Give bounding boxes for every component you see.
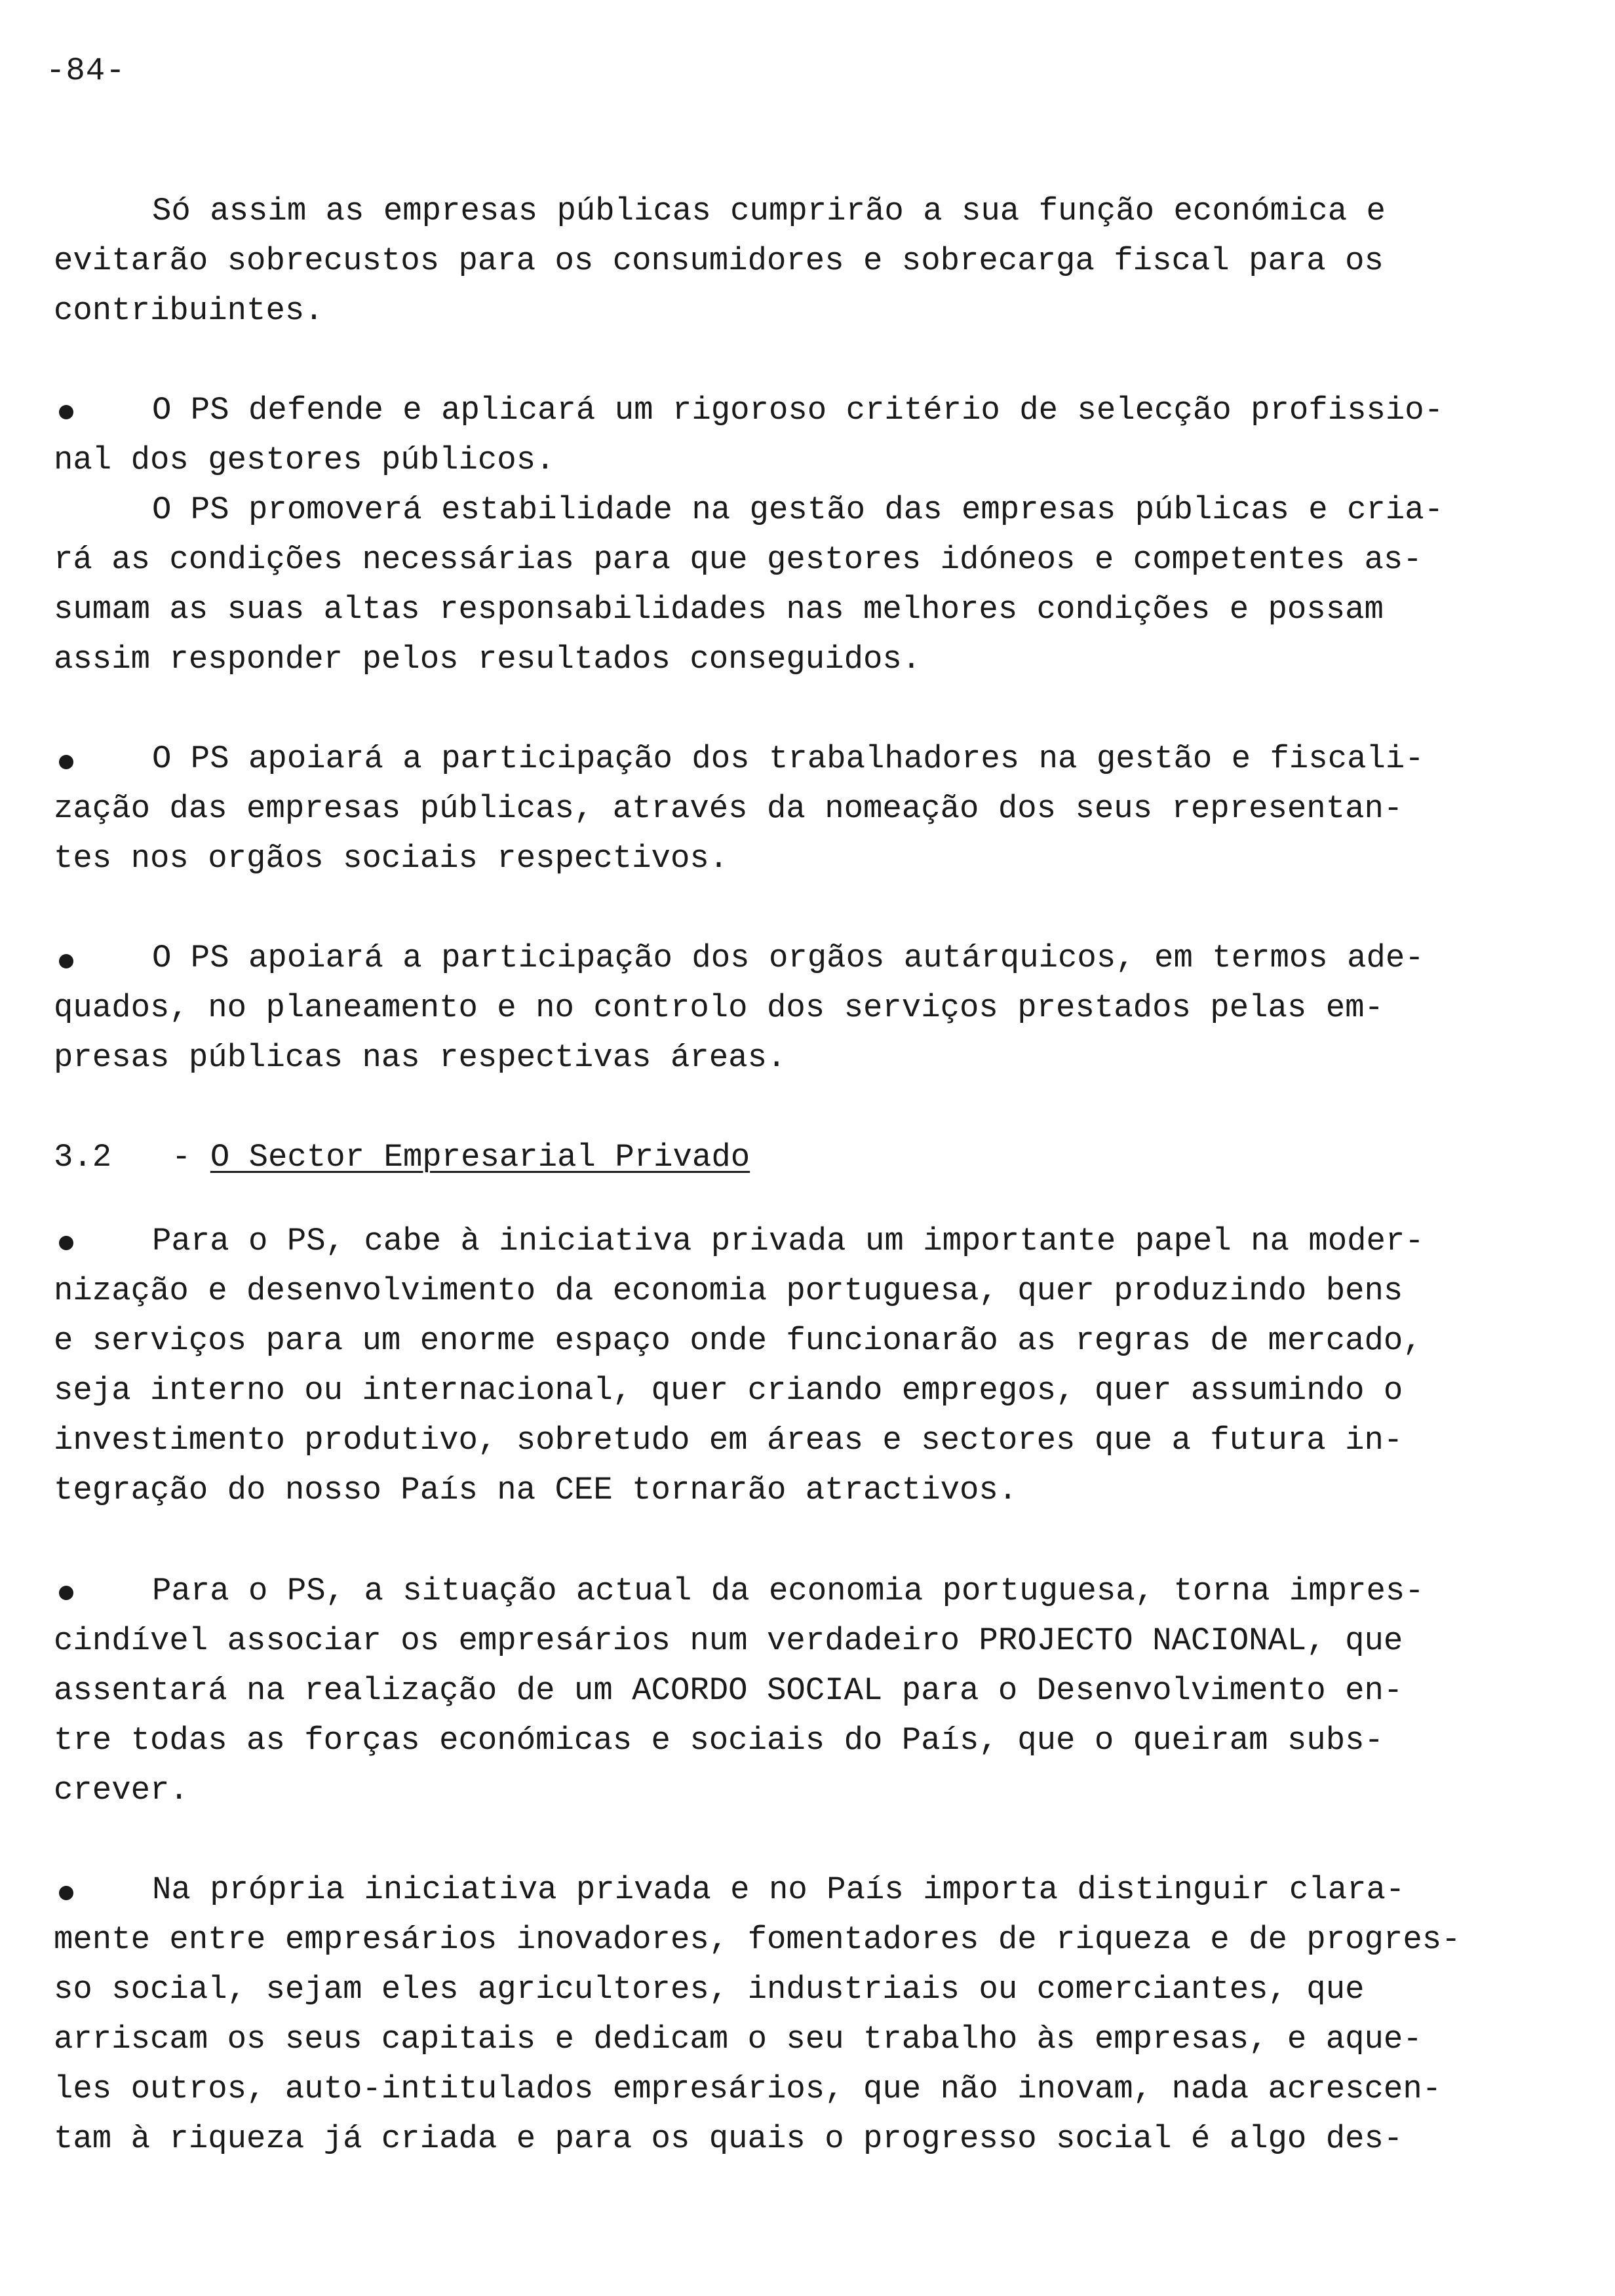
section-title: O Sector Empresarial Privado <box>210 1139 750 1176</box>
bullet-icon <box>59 405 73 419</box>
paragraph-5-line-1: O PS apoiará a participação dos orgãos autárquicos, em termos ade- <box>152 940 1424 976</box>
paragraph-7-line-5: crever. <box>54 1772 189 1808</box>
paragraph-2-line-1: O PS defende e aplicará um rigoroso critério de selecção profissio- <box>152 392 1444 429</box>
paragraph-6-line-5: investimento produtivo, sobretudo em áreas e sectores que a futura in- <box>54 1422 1403 1459</box>
paragraph-6-line-3: e serviços para um enorme espaço onde funcionarão as regras de mercado, <box>54 1322 1422 1359</box>
paragraph-4-line-2: zação das empresas públicas, através da nomeação dos seus representan- <box>54 790 1403 827</box>
section-heading <box>172 1138 750 1177</box>
paragraph-8-line-1: Na própria iniciativa privada e no País importa distinguir clara- <box>152 1871 1405 1908</box>
paragraph-4-line-3: tes nos orgãos sociais respectivos. <box>54 840 729 877</box>
paragraph-6-line-2: nização e desenvolvimento da economia portuguesa, quer produzindo bens <box>54 1272 1403 1309</box>
bullet-icon <box>59 1236 73 1250</box>
paragraph-8-line-3: so social, sejam eles agricultores, industriais ou comerciantes, que <box>54 1971 1365 2008</box>
paragraph-5-line-2: quados, no planeamento e no controlo dos serviços prestados pelas em- <box>54 989 1384 1026</box>
paragraph-8-line-4: arriscam os seus capitais e dedicam o seu trabalho às empresas, e aque- <box>54 2021 1422 2057</box>
bullet-icon <box>59 1886 73 1900</box>
paragraph-6-line-4: seja interno ou internacional, quer criando empregos, quer assumindo o <box>54 1372 1403 1409</box>
paragraph-8-line-5: les outros, auto-intitulados empresários, que não inovam, nada acrescen- <box>54 2071 1442 2107</box>
paragraph-7-line-3: assentará na realização de um ACORDO SOCIAL para o Desenvolvimento en- <box>54 1672 1403 1709</box>
paragraph-6-line-6: tegração do nosso País na CEE tornarão atractivos. <box>54 1472 1018 1508</box>
paragraph-3-line-3: sumam as suas altas responsabilidades nas melhores condições e possam <box>54 591 1384 628</box>
paragraph-8-line-6: tam à riqueza já criada e para os quais o progresso social é algo des- <box>54 2120 1403 2157</box>
paragraph-2-line-2: nal dos gestores públicos. <box>54 442 555 478</box>
section-number: 3.2 <box>54 1139 112 1176</box>
paragraph-6-line-1: Para o PS, cabe à iniciativa privada um importante papel na moder- <box>152 1223 1424 1259</box>
section-dash: - <box>172 1139 191 1176</box>
paragraph-7-line-4: tre todas as forças económicas e sociais do País, que o queiram subs- <box>54 1722 1384 1759</box>
paragraph-7-line-2: cindível associar os empresários num verdadeiro PROJECTO NACIONAL, que <box>54 1622 1403 1659</box>
paragraph-1-line-2: evitarão sobrecustos para os consumidores e sobrecarga fiscal para os <box>54 242 1384 279</box>
paragraph-7-line-1: Para o PS, a situação actual da economia portuguesa, torna impres- <box>152 1573 1424 1609</box>
paragraph-8-line-2: mente entre empresários inovadores, fomentadores de riqueza e de progres- <box>54 1921 1461 1958</box>
paragraph-5-line-3: presas públicas nas respectivas áreas. <box>54 1039 787 1076</box>
paragraph-1-line-3: contribuintes. <box>54 292 324 329</box>
paragraph-3-line-2: rá as condições necessárias para que gestores idóneos e competentes as- <box>54 541 1422 578</box>
paragraph-1-line-1: Só assim as empresas públicas cumprirão a sua função económica e <box>152 193 1386 229</box>
bullet-icon <box>59 954 73 968</box>
paragraph-3-line-4: assim responder pelos resultados conseguidos. <box>54 641 922 678</box>
paragraph-3-line-1: O PS promoverá estabilidade na gestão das empresas públicas e cria- <box>152 491 1444 528</box>
bullet-icon <box>59 1586 73 1600</box>
paragraph-4-line-1: O PS apoiará a participação dos trabalhadores na gestão e fiscali- <box>152 740 1424 777</box>
page-number: -84- <box>46 52 126 89</box>
bullet-icon <box>59 755 73 769</box>
